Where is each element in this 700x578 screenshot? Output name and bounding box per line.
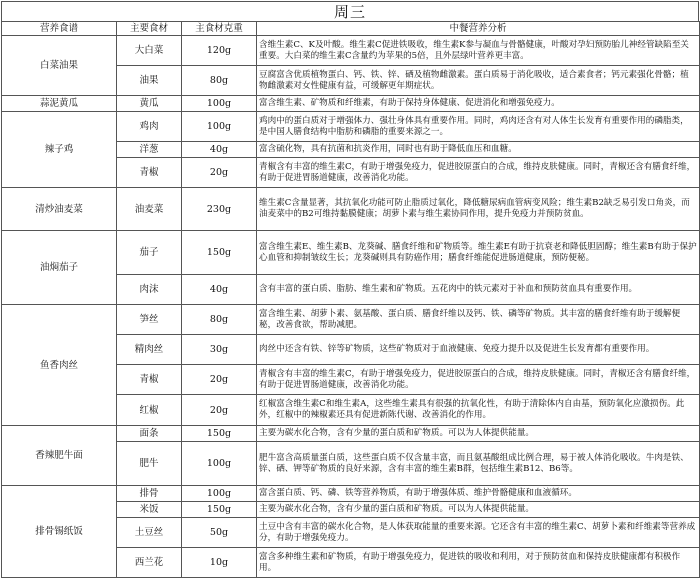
table-row [2, 96, 700, 112]
table-row [2, 112, 700, 142]
ingredient-cell: 红椒 [117, 395, 182, 426]
weight-cell: 150g [182, 231, 257, 275]
recipe-name: 清炒油麦菜 [2, 188, 117, 231]
analysis-cell: 土豆中含有丰富的碳水化合物，是人体获取能量的重要来源。它还含有丰富的维生素C、胡萝卜素和纤维素等营养成分，有助于增强免疫力。 [257, 518, 700, 548]
table-row [2, 36, 700, 66]
table-row [2, 305, 700, 335]
analysis-cell: 青椒含有丰富的维生素C，有助于增强免疫力，促进胶原蛋白的合成，维持皮肤健康。同时，青椒还含有膳食纤维，有助于促进胃肠道健康，改善消化功能。 [257, 365, 700, 395]
table-row [2, 426, 700, 442]
weight-cell: 230g [182, 188, 257, 231]
ingredient-cell: 西兰花 [117, 548, 182, 578]
analysis-cell: 维生素C含量显著，其抗氧化功能可防止脂质过氧化，降低糖尿病血管病变风险；维生素B2缺乏易引发口角炎，而油麦菜中的B2可维持黏膜健康；胡萝卜素与维生素协同作用，提升免疫力并预防贫血。 [257, 188, 700, 231]
ingredient-cell: 米饭 [117, 502, 182, 518]
analysis-cell: 豆腐富含优质植物蛋白、钙、铁、锌、硒及植物雌激素。蛋白质易于消化吸收，适合素食者；钙元素强化骨骼；植物雌激素对女性健康有益，可缓解更年期症状。 [257, 66, 700, 96]
recipe-name: 蒜泥黄瓜 [2, 96, 117, 112]
header-analysis: 中餐营养分析 [257, 22, 700, 36]
ingredient-cell: 鸡肉 [117, 112, 182, 142]
ingredient-cell: 面条 [117, 426, 182, 442]
weight-cell: 80g [182, 66, 257, 96]
weight-cell: 100g [182, 112, 257, 142]
analysis-cell: 红椒富含维生素C和维生素A，这些维生素具有很强的抗氧化性，有助于清除体内自由基，预防氧化应激损伤。此外，红椒中的辣椒素还具有促进新陈代谢、改善消化的作用。 [257, 395, 700, 426]
ingredient-cell: 土豆丝 [117, 518, 182, 548]
ingredient-cell: 肉沫 [117, 275, 182, 305]
header-weight: 主食材克重 [182, 22, 257, 36]
analysis-cell: 含维生素C、K及叶酸。维生素C促进铁吸收，维生素K参与凝血与骨骼健康，叶酸对孕妇预防胎儿神经管缺陷至关重要。大白菜的维生素C含量约为苹果的5倍，且外层绿叶营养更丰富。 [257, 36, 700, 66]
recipe-name: 油焖茄子 [2, 231, 117, 305]
ingredient-cell: 青椒 [117, 365, 182, 395]
ingredient-cell: 黄瓜 [117, 96, 182, 112]
header-row [2, 22, 700, 36]
ingredient-cell: 油果 [117, 66, 182, 96]
weight-cell: 80g [182, 305, 257, 335]
ingredient-cell: 肥牛 [117, 442, 182, 486]
analysis-cell: 肥牛富含高质量蛋白质，这些蛋白质不仅含量丰富，而且氨基酸组成比例合理，易于被人体消化吸收。牛肉是铁、锌、硒、钾等矿物质的良好来源，含有丰富的维生素B群，包括维生素B12、B6等。 [257, 442, 700, 486]
analysis-cell: 鸡肉中的蛋白质对于增强体力、强壮身体具有重要作用。同时，鸡肉还含有对人体生长发育有重要作用的磷脂类，是中国人膳食结构中脂肪和磷脂的重要来源之一。 [257, 112, 700, 142]
weight-cell: 20g [182, 158, 257, 188]
analysis-cell: 肉丝中还含有铁、锌等矿物质，这些矿物质对于血液健康、免疫力提升以及促进生长发育都有重要作用。 [257, 335, 700, 365]
analysis-cell: 富含维生素、胡萝卜素、氨基酸、蛋白质、膳食纤维以及钙、铁、磷等矿物质。其丰富的膳食纤维有助于缓解便秘，改善食欲，帮助减肥。 [257, 305, 700, 335]
page-title: 周三 [1, 1, 699, 21]
table-row [2, 188, 700, 231]
recipe-name: 排骨锡纸饭 [2, 486, 117, 578]
nutrition-table [1, 21, 700, 578]
analysis-cell: 青椒含有丰富的维生素C，有助于增强免疫力，促进胶原蛋白的合成，维持皮肤健康。同时，青椒还含有膳食纤维，有助于促进胃肠道健康，改善消化功能。 [257, 158, 700, 188]
analysis-cell: 富含多种维生素和矿物质，有助于增强免疫力，促进铁的吸收和利用，对于预防贫血和保持皮肤健康都有积极作用。 [257, 548, 700, 578]
weight-cell: 150g [182, 426, 257, 442]
table-row [2, 486, 700, 502]
header-recipe: 营养食谱 [2, 22, 117, 36]
analysis-cell: 富含维生素E、维生素B、龙葵碱、膳食纤维和矿物质等。维生素E有助于抗衰老和降低胆固醇；维生素B有助于保护心血管和抑制皱纹生长；龙葵碱则具有防癌作用；膳食纤维能促进肠道健康，预防便秘。 [257, 231, 700, 275]
ingredient-cell: 青椒 [117, 158, 182, 188]
weight-cell: 40g [182, 142, 257, 158]
analysis-cell: 富含硫化物，具有抗菌和抗炎作用，同时也有助于降低血压和血糖。 [257, 142, 700, 158]
ingredient-cell: 洋葱 [117, 142, 182, 158]
analysis-cell: 含有丰富的蛋白质、脂肪、维生素和矿物质。五花肉中的铁元素对于补血和预防贫血具有重要作用。 [257, 275, 700, 305]
weight-cell: 30g [182, 335, 257, 365]
analysis-cell: 主要为碳水化合物，含有少量的蛋白质和矿物质。可以为人体提供能量。 [257, 502, 700, 518]
ingredient-cell: 笋丝 [117, 305, 182, 335]
analysis-cell: 主要为碳水化合物，含有少量的蛋白质和矿物质。可以为人体提供能量。 [257, 426, 700, 442]
weight-cell: 10g [182, 548, 257, 578]
weight-cell: 40g [182, 275, 257, 305]
analysis-cell: 富含蛋白质、钙、磷、铁等营养物质，有助于增强体质、维护骨骼健康和血液循环。 [257, 486, 700, 502]
ingredient-cell: 大白菜 [117, 36, 182, 66]
analysis-cell: 富含维生素、矿物质和纤维素，有助于保持身体健康、促进消化和增强免疫力。 [257, 96, 700, 112]
recipe-name: 辣子鸡 [2, 112, 117, 188]
recipe-name: 香辣肥牛面 [2, 426, 117, 486]
menu-sheet [1, 1, 699, 573]
table-row [2, 231, 700, 275]
recipe-name: 鱼香肉丝 [2, 305, 117, 426]
weight-cell: 100g [182, 96, 257, 112]
weight-cell: 100g [182, 442, 257, 486]
weight-cell: 50g [182, 518, 257, 548]
recipe-name: 白菜油果 [2, 36, 117, 96]
weight-cell: 150g [182, 502, 257, 518]
weight-cell: 20g [182, 395, 257, 426]
weight-cell: 120g [182, 36, 257, 66]
weight-cell: 100g [182, 486, 257, 502]
ingredient-cell: 茄子 [117, 231, 182, 275]
weight-cell: 20g [182, 365, 257, 395]
ingredient-cell: 精肉丝 [117, 335, 182, 365]
header-ingredient: 主要食材 [117, 22, 182, 36]
ingredient-cell: 油麦菜 [117, 188, 182, 231]
ingredient-cell: 排骨 [117, 486, 182, 502]
